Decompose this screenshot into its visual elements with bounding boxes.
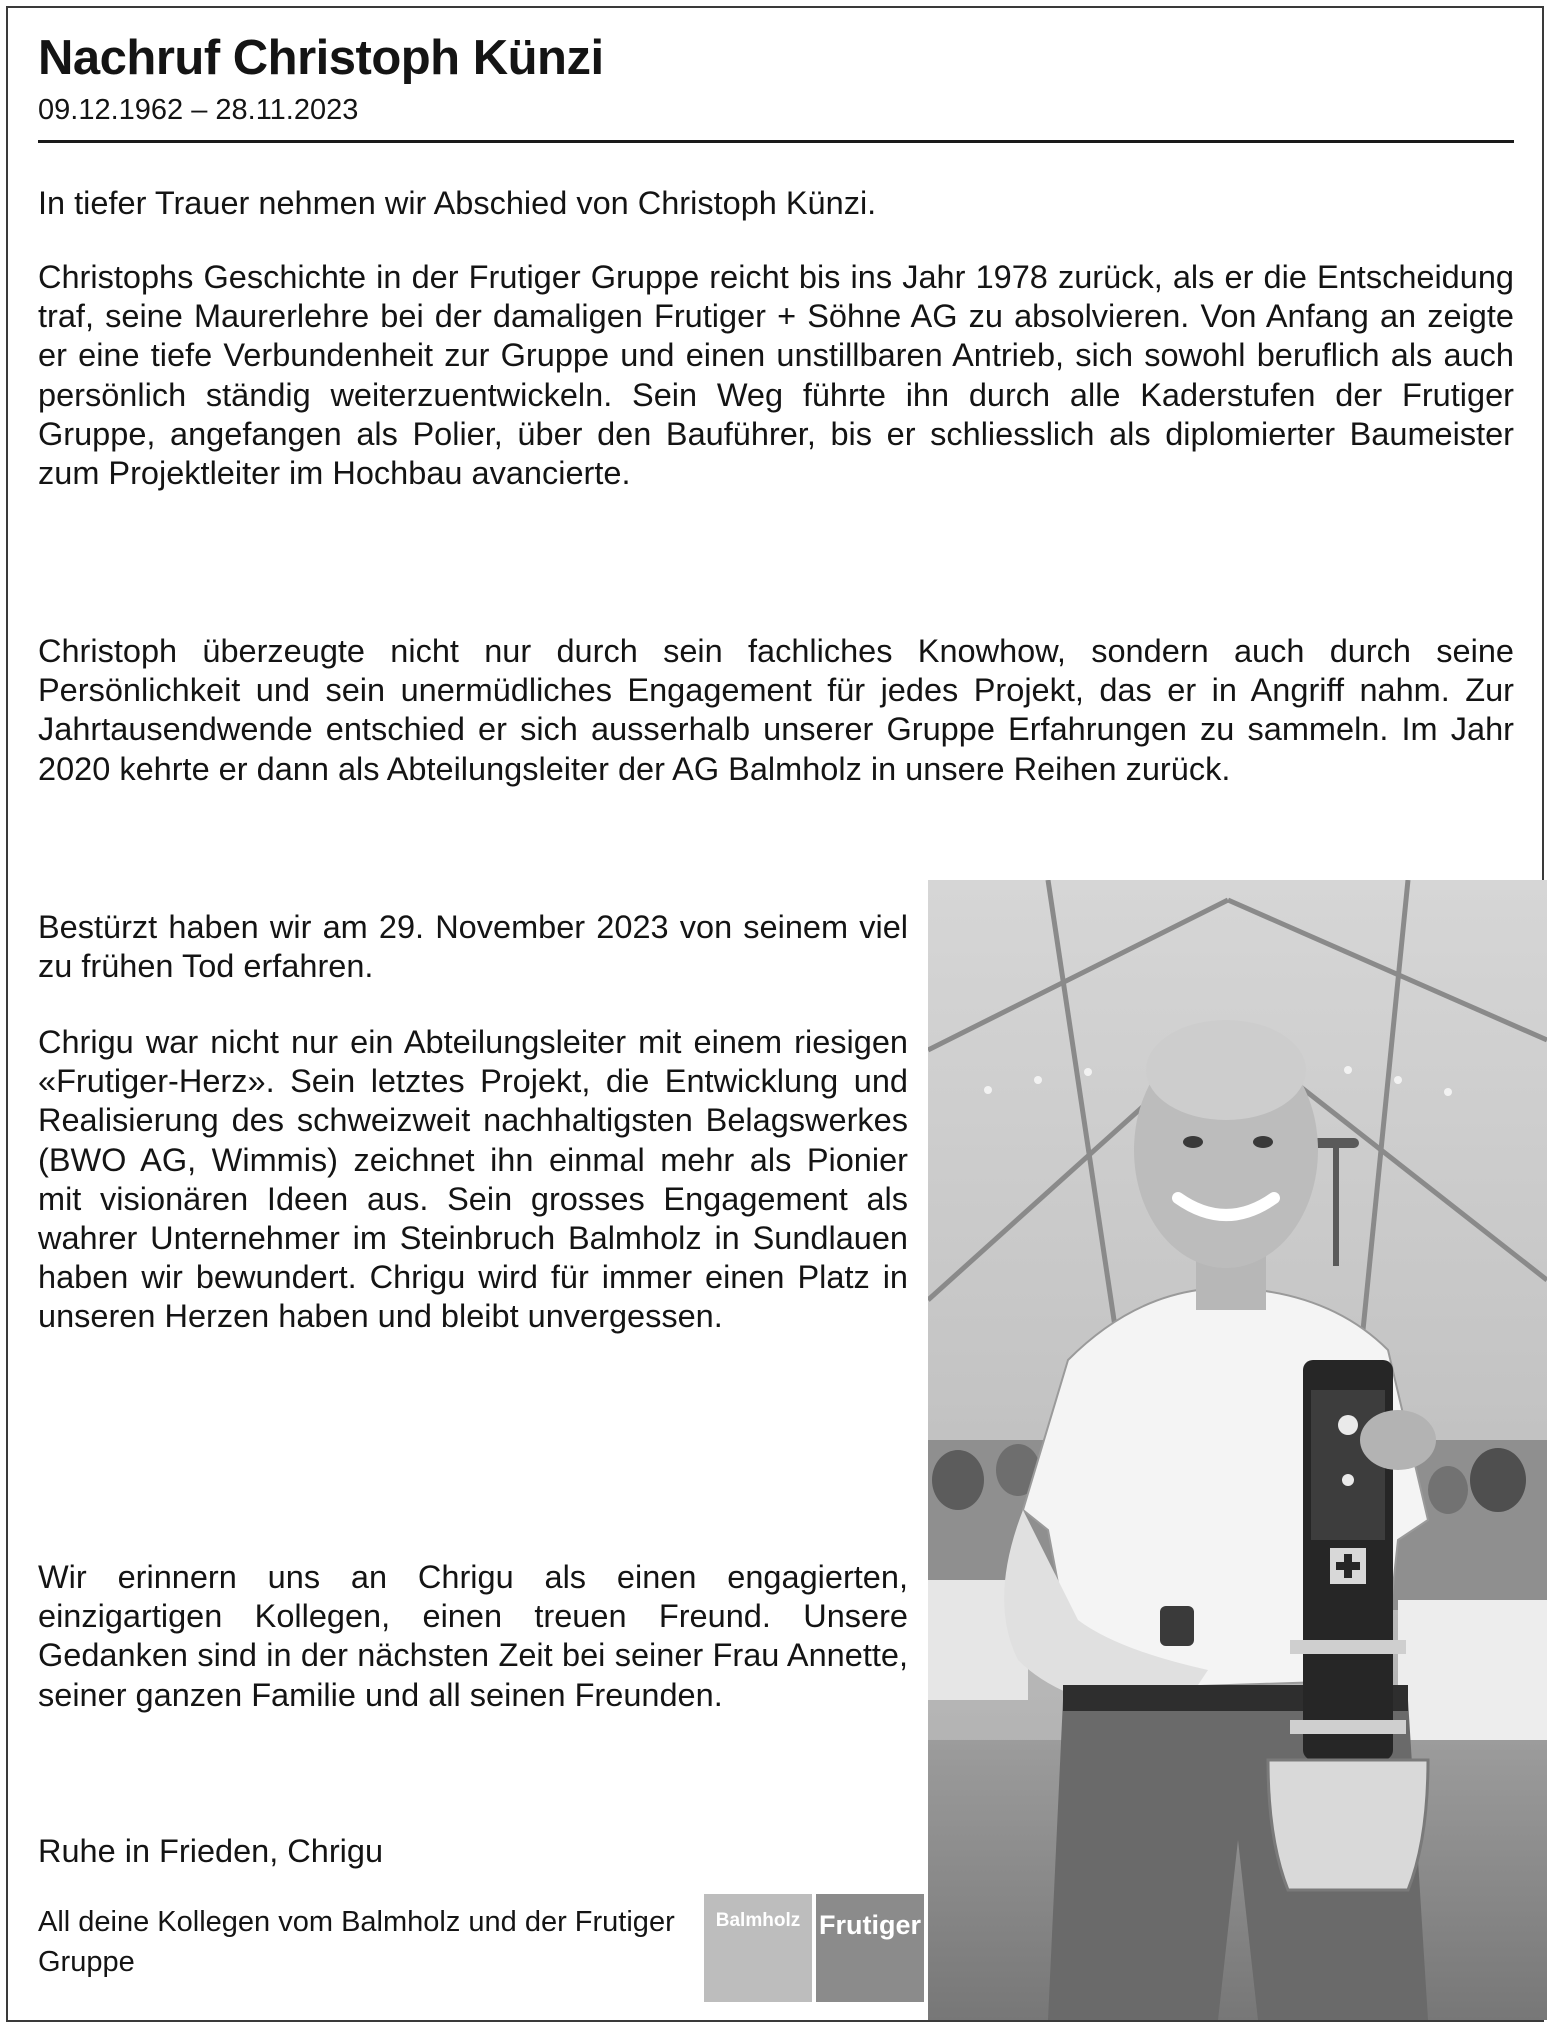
death-paragraph: Bestürzt haben wir am 29. November 2023 von seinem viel zu frühen Tod erfahren. [38,909,908,985]
farewell-line: Ruhe in Frieden, Chrigu [38,1833,384,1869]
tribute-paragraph: Chrigu war nicht nur ein Abteilungsleiter mit einem riesigen «Frutiger-Herz». Sein letztes Projekt, die Entwicklung und Realisierung des schweizweit nachhaltigsten Belagswerkes (BWO AG, Wimmis) zeichnet ihn einmal mehr als Pionier mit visionären Ideen aus. Sein grosses Engagement als wahrer Unternehmer im Steinbruch Balmholz in Sundlauen haben wir bewundert. Chrigu wird für immer einen Platz in unseren Herzen haben und bleibt unvergessen. [38,1024,908,1335]
header-divider [38,140,1514,143]
signature: All deine Kollegen vom Balmholz und der Frutiger Gruppe [38,1906,675,1978]
career-paragraph: Christophs Geschichte in der Frutiger Gruppe reicht bis ins Jahr 1978 zurück, als er die Entscheidung traf, seine Maurerlehre bei der damaligen Frutiger + Söhne AG zu absolvieren. Von Anfang an zeigte er eine tiefe Verbundenheit zur Gruppe und einen unstillbaren Antrieb, sich sowohl beruflich als auch persönlich ständig weiterzuentwickeln. Sein Weg führte ihn durch alle Kaderstufen der Frutiger Gruppe, angefangen als Polier, über den Bauführer, bis er schliesslich als diplomierter Baumeister zum Projektleiter im Hochbau avancierte. [38,259,1514,492]
obituary-header [38,28,1514,143]
balmholz-logo: Balmholz [704,1894,812,2002]
portrait-photo-illustration [928,880,1547,2020]
remembrance-paragraph: Wir erinnern uns an Chrigu als einen engagierten, einzigartigen Kollegen, einen treuen Freund. Unsere Gedanken sind in der nächsten Zeit bei seiner Frau Annette, seiner ganzen Familie und all seinen Freunden. [38,1559,908,1713]
company-logos [704,1894,926,2002]
character-paragraph: Christoph überzeugte nicht nur durch sein fachliches Knowhow, sondern auch durch seine Persönlichkeit und sein unermüdliches Engagement für jedes Projekt, das er in Angriff nahm. Zur Jahrtausendwende entschied er sich ausserhalb unserer Gruppe Erfahrungen zu sammeln. Im Jahr 2020 kehrte er dann als Abteilungsleiter der AG Balmholz in unsere Reihen zurück. [38,633,1514,787]
intro-paragraph: In tiefer Trauer nehmen wir Abschied von Christoph Künzi. [38,185,877,221]
portrait-photo [928,880,1547,2020]
right-hand [1360,1410,1436,1470]
life-dates: 09.12.1962 – 28.11.2023 [38,94,359,126]
frutiger-logo: Frutiger [816,1894,924,2002]
page-title: Nachruf Christoph Künzi [38,31,604,85]
